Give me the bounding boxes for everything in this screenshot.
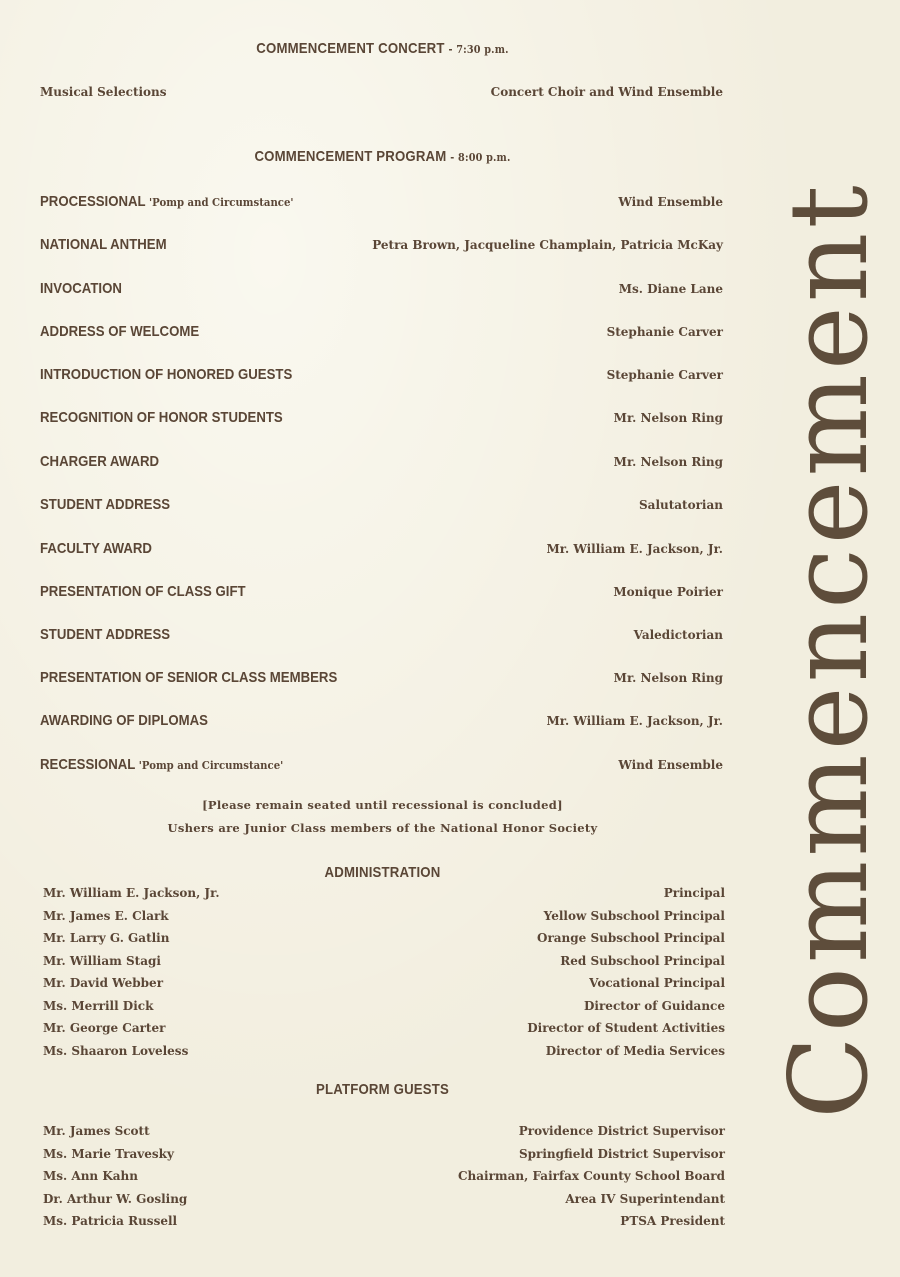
program-item-label: RECESSIONAL [40,756,136,773]
program-item [40,496,723,518]
program-item [40,583,723,605]
program-item-value: Wind Ensemble [618,758,723,772]
program-item [40,236,723,258]
program-item-label: CHARGER AWARD [40,453,160,470]
program-item [40,280,723,302]
program-item-label: STUDENT ADDRESS [40,626,171,643]
list-item [43,1124,725,1147]
administration-list [43,886,725,1066]
concert-left: Musical Selections [40,85,167,99]
program-item-label: ADDRESS OF WELCOME [40,323,200,340]
person-role: PTSA President [620,1214,725,1228]
person-name: Ms. Merrill Dick [43,998,154,1013]
program-item-label: INVOCATION [40,280,122,297]
concert-right: Concert Choir and Wind Ensemble [490,85,723,99]
person-name: Ms. Marie Travesky [43,1146,174,1161]
person-role: Director of Student Activities [527,1021,725,1035]
program-item-sub: 'Pomp and Circumstance' [149,195,294,209]
platform-guests-list [43,1124,725,1237]
program-item-value: Petra Brown, Jacqueline Champlain, Patricia McKay [372,238,723,252]
list-item [43,976,725,999]
program-time: - 8:00 p.m. [450,151,511,164]
person-name: Ms. Ann Kahn [43,1169,138,1183]
person-name: Mr. George Carter [43,1021,166,1035]
program-item-value: Mr. Nelson Ring [613,671,723,685]
person-role: Providence District Supervisor [518,1124,725,1138]
concert-heading [81,40,684,57]
program-item-sub: 'Pomp and Circumstance' [138,758,284,772]
seating-note: [Please remain seated until recessional is concluded] [202,798,563,812]
person-name: Mr. William E. Jackson, Jr. [43,886,220,900]
person-name: Mr. Larry G. Gatlin [43,931,170,945]
program-item [40,193,723,215]
list-item [43,1169,725,1192]
person-role: Chairman, Fairfax County School Board [457,1169,725,1183]
administration-heading: ADMINISTRATION [324,864,441,881]
program-item-label: PRESENTATION OF SENIOR CLASS MEMBERS [40,669,338,686]
person-role: Vocational Principal [589,976,725,990]
program-item-value: Wind Ensemble [618,195,723,209]
person-name: Mr. James E. Clark [43,908,169,923]
program-item-label: RECOGNITION OF HONOR STUDENTS [40,409,283,426]
person-name: Mr. William Stagi [43,953,161,968]
list-item [43,931,725,954]
program-item [40,453,723,475]
list-item [43,999,725,1022]
list-item [43,1021,725,1044]
list-item [43,954,725,977]
list-item [43,1147,725,1170]
program-item-label: PROCESSIONAL [40,193,146,210]
program-item-value: Monique Poirier [613,585,723,599]
person-role: Principal [663,886,725,900]
person-role: Springfield District Supervisor [518,1146,725,1161]
program-item-value: Stephanie Carver [606,368,723,382]
program-heading [81,148,684,165]
person-name: Ms. Patricia Russell [43,1214,178,1228]
list-item [43,886,725,909]
side-title [760,150,900,1150]
person-role: Yellow Subschool Principal [543,908,725,923]
list-item [43,1214,725,1237]
program-item [40,626,723,648]
person-role: Orange Subschool Principal [536,931,725,945]
program-item [40,540,723,562]
program-item-value: Stephanie Carver [606,325,723,339]
side-title-text: Commencement [767,181,892,1119]
person-name: Dr. Arthur W. Gosling [43,1191,188,1206]
person-role: Red Subschool Principal [560,953,725,968]
ushers-note: Ushers are Junior Class members of the National Honor Society [167,821,598,835]
program-item [40,409,723,431]
person-name: Mr. David Webber [43,976,164,990]
person-name: Mr. James Scott [43,1124,150,1138]
person-role: Area IV Superintendant [565,1191,725,1206]
program-item-value: Mr. William E. Jackson, Jr. [546,542,723,556]
concert-row [40,85,723,107]
person-role: Director of Media Services [545,1043,725,1058]
program-item-value: Mr. William E. Jackson, Jr. [546,714,723,728]
program-item-value: Valedictorian [633,628,723,642]
list-item [43,1044,725,1067]
list-item [43,1192,725,1215]
concert-time: - 7:30 p.m. [448,43,509,56]
platform-guests-heading: PLATFORM GUESTS [316,1081,449,1098]
program-item-label: AWARDING OF DIPLOMAS [40,712,208,729]
program-heading-text: COMMENCEMENT PROGRAM [254,148,447,165]
program-item [40,712,723,734]
program-item-value: Mr. Nelson Ring [613,411,723,425]
program-item-value: Ms. Diane Lane [618,282,723,296]
program-item-label: INTRODUCTION OF HONORED GUESTS [40,366,293,383]
person-name: Ms. Shaaron Loveless [43,1043,189,1058]
person-role: Director of Guidance [584,998,725,1013]
program-item-label: FACULTY AWARD [40,540,152,557]
program-item [40,366,723,388]
program-item-label: NATIONAL ANTHEM [40,236,167,253]
program-item [40,323,723,345]
program-item-label: PRESENTATION OF CLASS GIFT [40,583,246,600]
program-item [40,756,723,778]
program-item [40,669,723,691]
program-item-value: Mr. Nelson Ring [613,455,723,469]
program-item-value: Salutatorian [639,498,723,512]
program-item-label: STUDENT ADDRESS [40,496,171,513]
list-item [43,909,725,932]
concert-heading-text: COMMENCEMENT CONCERT [256,40,445,57]
